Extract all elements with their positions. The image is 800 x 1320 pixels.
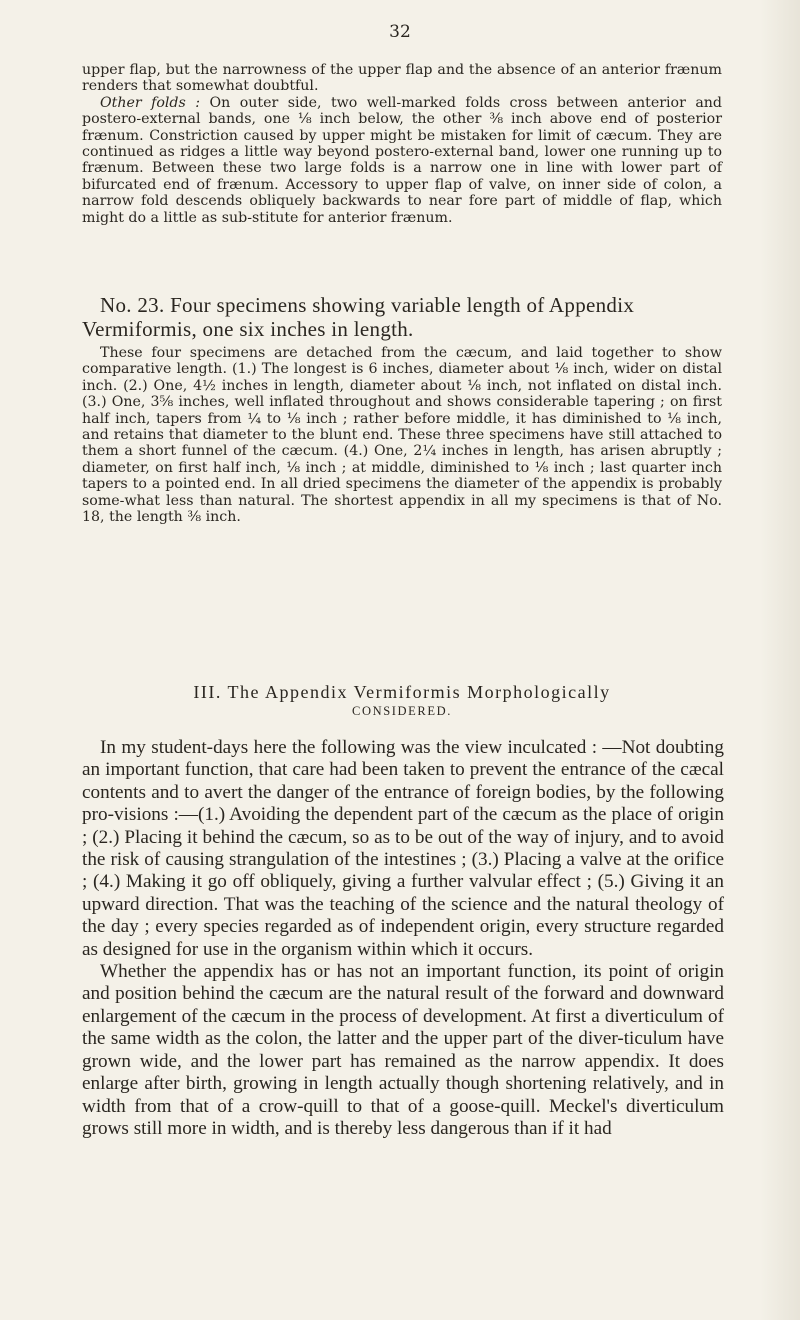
specimen-23-paragraph: These four specimens are detached from the cæcum, and laid together to show comparative length. (1.) The longest is 6 inches, diameter about ⅛ inch, wider on distal inch. (2.) One, 4½ inches in length, diameter about ⅛ inch, not inflated on distal inch. (3.) One, 3⅝ inches, well inflated throughout and shows considerable tapering ; on first half inch, tapers from ¼ to ⅛ inch ; rather before middle, it has diminished to ⅛ inch, and retains that diameter to the blunt end. These three specimens have still attached to them a short funnel of the cæcum. (4.) One, 2¼ inches in length, has arisen abruptly ; diameter, on first half inch, ⅛ inch ; at middle, diminished to ⅛ inch ; last quarter inch tapers to a pointed end. In all dried specimens the diameter of the appendix is probably some-what less than natural. The shortest appendix in all my specimens is that of No. 18, the length ⅜ inch. [82, 345, 722, 526]
specimen-23-heading [82, 293, 742, 341]
other-folds-text: On outer side, two well-marked folds cross between anterior and postero-external bands, one ⅛ inch below, the other ⅜ inch above end of posterior frænum. Constriction caused by upper might be mistaken for limit of cæcum. They are continued as ridges a little way beyond postero-external band, lower one running up to frænum. Between these two large folds is a narrow one in line with lower part of bifurcated end of frænum. Accessory to upper flap of valve, on inner side of colon, a narrow fold descends obliquely backwards to near fore part of middle of flap, which might do a little as sub-stitute for anterior frænum. [82, 94, 723, 226]
section-3-subtitle: CONSIDERED. [352, 704, 452, 718]
section-3-title: III. The Appendix Vermiformis Morphologically [193, 682, 611, 702]
frenum-paragraph: upper flap, but the narrowness of the upper flap and the absence of an anterior frænum renders that somewhat doubtful. [82, 62, 722, 95]
other-folds-label: Other folds : [100, 94, 201, 111]
other-folds-paragraph [82, 95, 722, 226]
page-edge-shadow [760, 0, 800, 1320]
page-number: 32 [389, 22, 411, 42]
section-3-paragraph-2: Whether the appendix has or has not an important function, its point of origin and position behind the cæcum are the natural result of the forward and downward enlargement of the cæcum in the process of development. At first a diverticulum of the same width as the colon, the latter and the upper part of the diver-ticulum have grown wide, and the lower part has remained as the narrow appendix. It does enlarge after birth, growing in length actually though shortening relatively, and in width from that of a crow-quill to that of a goose-quill. Meckel's diverticulum grows still more in width, and is thereby less dangerous than if it had [82, 961, 724, 1139]
section-3-paragraph-1: In my student-days here the following was the view inculcated : —Not doubting an important function, that care had been taken to prevent the entrance of the cæcal contents and to avert the danger of the entrance of foreign bodies, by the following pro-visions :—(1.) Avoiding the dependent part of the cæcum as the place of origin ; (2.) Placing it behind the cæcum, so as to be out of the way of injury, and to avoid the risk of causing strangulation of the intestines ; (3.) Placing a valve at the orifice ; (4.) Making it go off obliquely, giving a further valvular effect ; (5.) Giving it an upward direction. That was the teaching of the science and the natural theology of the day ; every species regarded as of independent origin, every structure regarded as designed for use in the organism within which it occurs. [82, 737, 724, 960]
frenum-section [82, 62, 722, 226]
specimen-23-heading-line2: Vermiformis, one six inches in length. [82, 317, 414, 341]
specimen-23-body [82, 345, 722, 525]
section-3-body [82, 737, 724, 1140]
specimen-23-heading-line1: No. 23. Four specimens showing variable length of Appendix [100, 293, 635, 317]
